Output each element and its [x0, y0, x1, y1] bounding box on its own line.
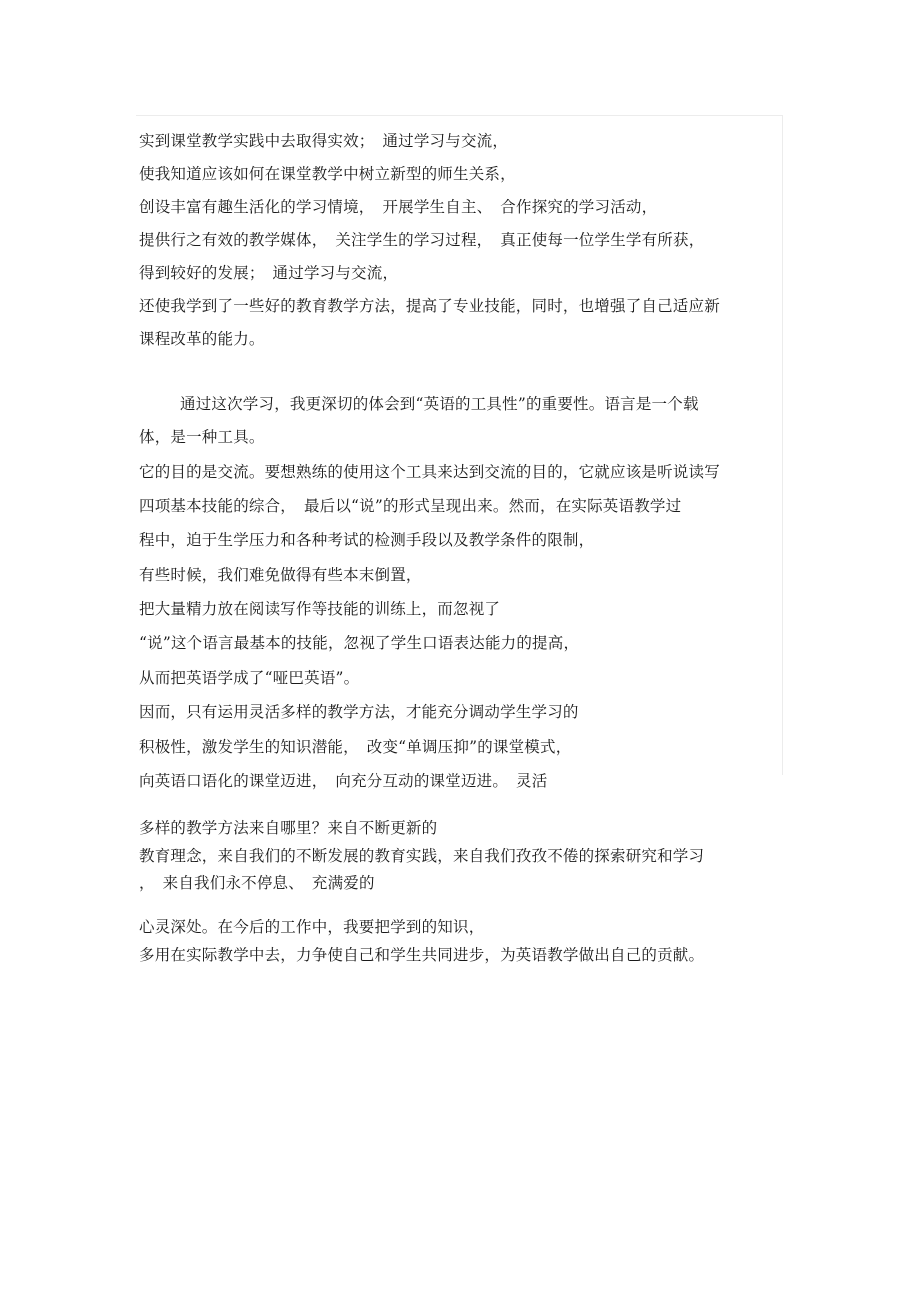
text-line: 实到课堂教学实践中去取得实效； 通过学习与交流，	[139, 132, 509, 150]
text-line: 课程改革的能力。	[139, 330, 265, 348]
text-line: 体，是一种工具。	[139, 428, 265, 446]
page-frame-top-border	[136, 115, 782, 116]
page-frame-right-border	[782, 115, 783, 775]
text-line: 它的目的是交流。要想熟练的使用这个工具来达到交流的目的，它就应该是听说读写	[139, 463, 720, 481]
paragraph-first-line: 通过这次学习，我更深切的体会到“英语的工具性”的重要性。语言是一个载	[180, 395, 699, 413]
text-line: 教育理念，来自我们的不断发展的教育实践，来自我们孜孜不倦的探索研究和学习	[139, 847, 705, 865]
text-line: 积极性，激发学生的知识潜能， 改变“单调压抑”的课堂模式，	[139, 738, 572, 756]
text-line: 创设丰富有趣生活化的学习情境， 开展学生自主、 合作探究的学习活动，	[139, 198, 658, 216]
text-line: 因而，只有运用灵活多样的教学方法，才能充分调动学生学习的	[139, 703, 579, 721]
text-line: 使我知道应该如何在课堂教学中树立新型的师生关系，	[139, 165, 516, 183]
text-line: “说”这个语言最基本的技能，忽视了学生口语表达能力的提高，	[139, 634, 580, 652]
text-line: 有些时候，我们难免做得有些本末倒置，	[139, 566, 422, 584]
text-line: 程中，迫于生学压力和各种考试的检测手段以及教学条件的限制，	[139, 531, 595, 549]
text-line: 多样的教学方法来自哪里？来自不断更新的	[139, 819, 438, 837]
text-line: 把大量精力放在阅读写作等技能的训练上，而忽视了	[139, 600, 501, 618]
text-line: 心灵深处。在今后的工作中，我要把学到的知识，	[139, 918, 485, 936]
text-line: 向英语口语化的课堂迈进， 向充分互动的课堂迈进。 灵活	[139, 772, 548, 790]
text-line: 提供行之有效的教学媒体， 关注学生的学习过程， 真正使每一位学生学有所获，	[139, 231, 705, 249]
text-line: 多用在实际教学中去，力争使自己和学生共同进步，为英语教学做出自己的贡献。	[139, 946, 705, 964]
text-line: 得到较好的发展； 通过学习与交流，	[139, 264, 399, 282]
text-line: 从而把英语学成了“哑巴英语”。	[139, 669, 360, 687]
text-line: ， 来自我们永不停息、 充满爱的	[139, 874, 375, 892]
text-line: 四项基本技能的综合， 最后以“说”的形式呈现出来。然而，在实际英语教学过	[139, 497, 682, 515]
text-line: 还使我学到了一些好的教育教学方法，提高了专业技能，同时，也增强了自己适应新	[139, 297, 720, 315]
